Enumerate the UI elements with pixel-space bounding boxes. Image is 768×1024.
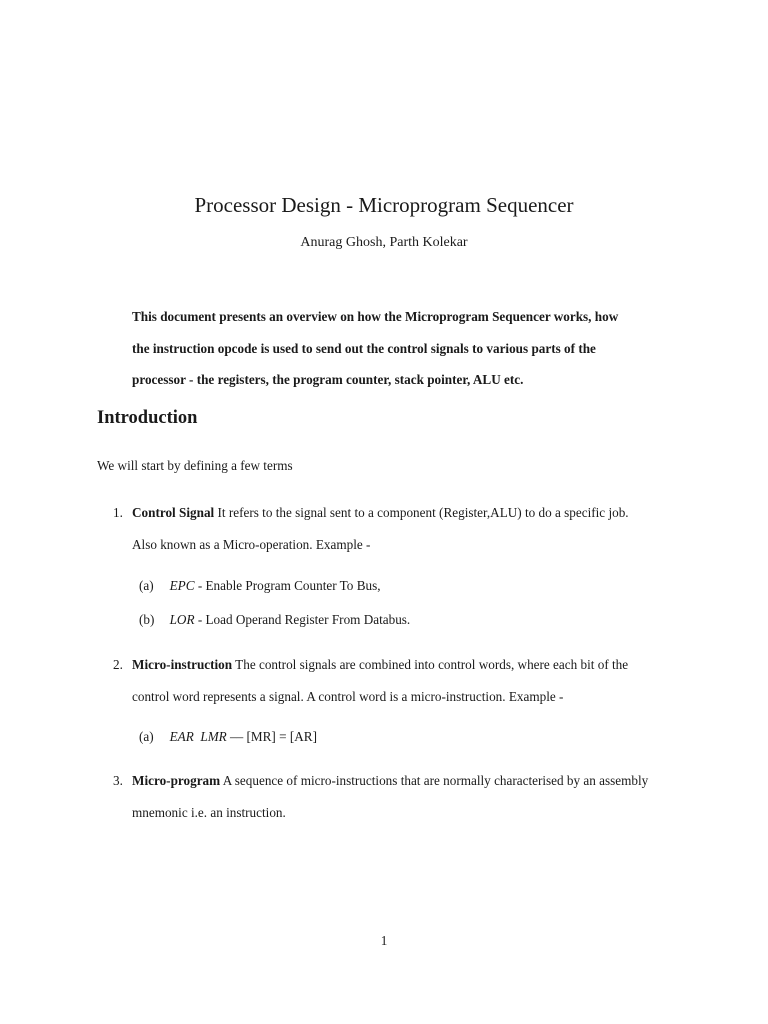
document-title: Processor Design - Microprogram Sequencer: [194, 193, 574, 217]
sub-item-label: (b): [139, 612, 155, 627]
list-item-text: It refers to the signal sent to a component (Register,ALU) to do a specific job.: [214, 505, 629, 520]
sub-item: [139, 576, 381, 596]
list-item-line: [132, 497, 677, 529]
abstract-line: This document presents an overview on how the Microprogram Sequencer works, how: [132, 309, 619, 324]
intro-paragraph: We will start by defining a few terms: [97, 458, 293, 473]
sub-item-text: - Load Operand Register From Databus.: [194, 612, 411, 627]
signal-code: EPC: [169, 578, 195, 593]
list-item-line: [132, 649, 677, 681]
list-item-line: mnemonic i.e. an instruction.: [132, 804, 286, 820]
list-item-term: Micro-program: [132, 773, 221, 788]
sub-item: [139, 610, 410, 630]
signal-code: LOR: [169, 612, 195, 627]
abstract-line: processor - the registers, the program counter, stack pointer, ALU etc.: [132, 372, 524, 387]
document-authors: Anurag Ghosh, Parth Kolekar: [300, 235, 468, 250]
abstract: [132, 301, 652, 396]
list-item-line: control word represents a signal. A control word is a micro-instruction. Example -: [132, 688, 564, 704]
list-item-text: The control signals are combined into control words, where each bit of the: [232, 657, 629, 672]
page-number: 1: [380, 933, 388, 948]
signal-code: EAR LMR: [169, 729, 227, 744]
list-item-number: 1.: [113, 505, 123, 520]
sub-item-text: –– [MR] = [AR]: [226, 729, 317, 744]
list-item-body: [132, 497, 677, 560]
sub-item-label: (a): [139, 729, 154, 744]
section-heading: Introduction: [97, 408, 198, 428]
sub-item-text: - Enable Program Counter To Bus,: [194, 578, 381, 593]
list-item-line: Also known as a Micro-operation. Example -: [132, 536, 371, 552]
list-item-body: [132, 765, 677, 828]
sub-item-label: (a): [139, 578, 154, 593]
list-item-line: [132, 765, 677, 797]
sub-item: [139, 727, 317, 747]
list-item-term: Micro-instruction: [132, 657, 233, 672]
list-item-text: A sequence of micro-instructions that are normally characterised by an assembly: [220, 773, 649, 788]
list-item-body: [132, 649, 677, 712]
list-item-term: Control Signal: [132, 505, 215, 520]
abstract-line: the instruction opcode is used to send out the control signals to various parts of the: [132, 340, 596, 356]
list-item-number: 2.: [113, 657, 123, 672]
list-item-number: 3.: [113, 773, 123, 788]
